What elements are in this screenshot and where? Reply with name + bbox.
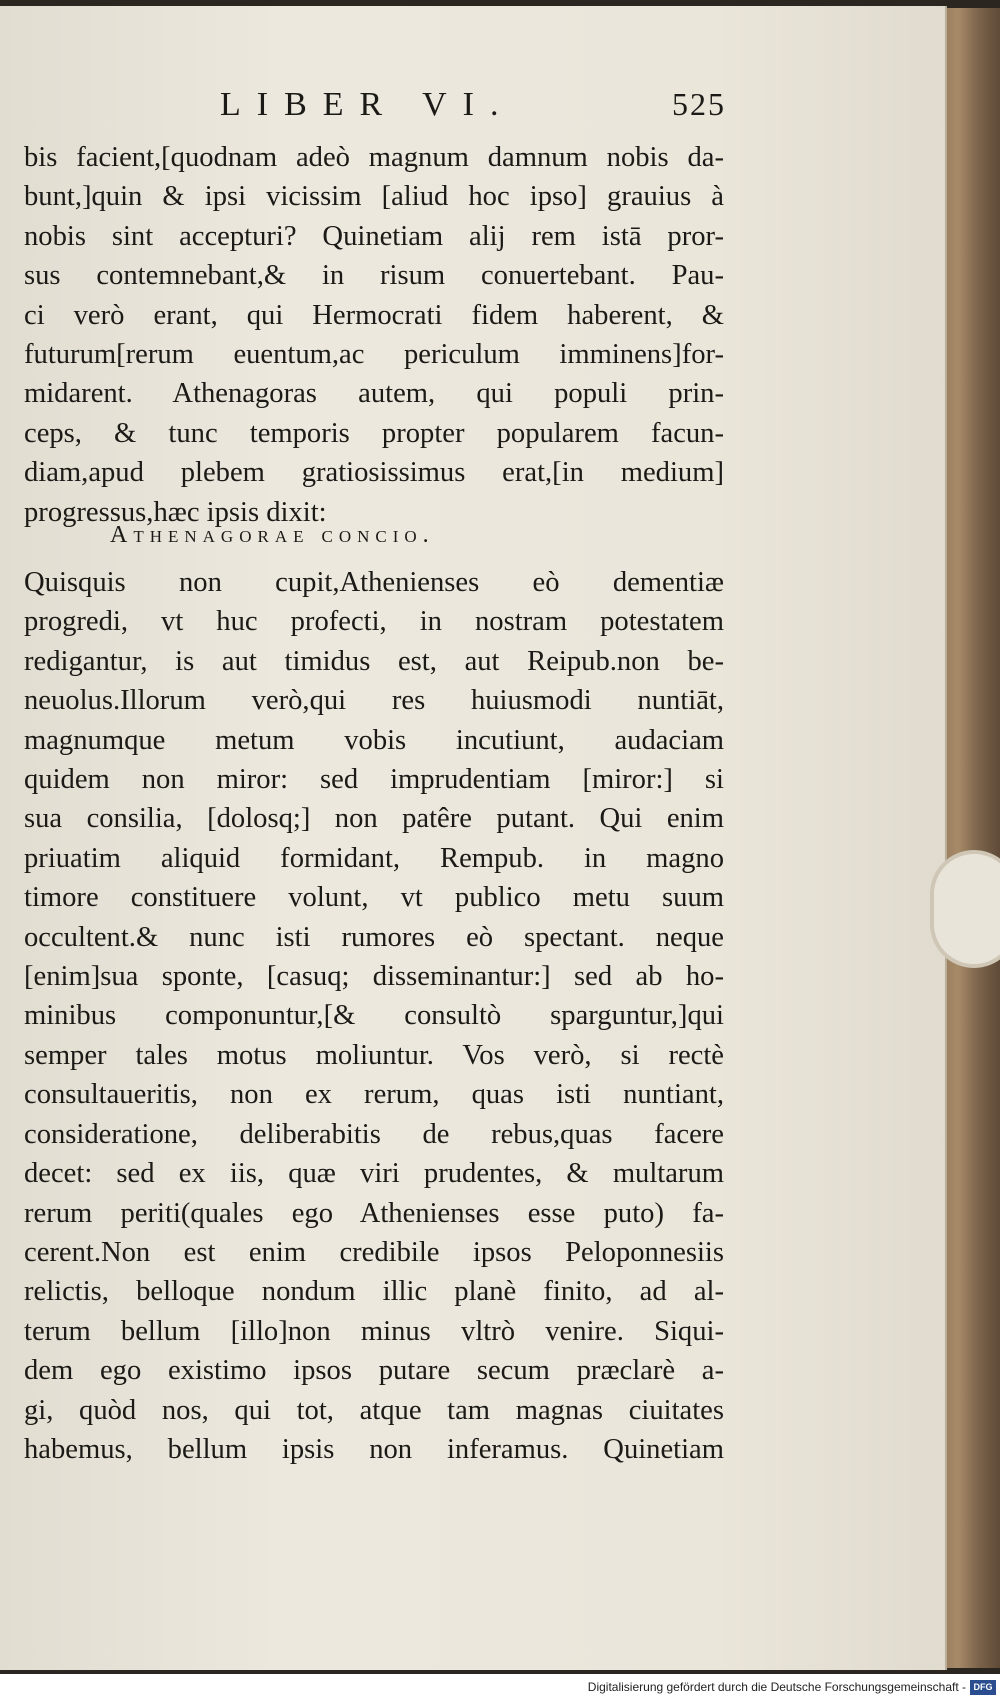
- running-title: LIBER VI.: [220, 86, 515, 123]
- text-line: habemus, bellum ipsis non inferamus. Quinetiam: [24, 1433, 724, 1465]
- text-line: consultaueritis, non ex rerum, quas isti nuntiant,: [24, 1079, 724, 1111]
- text-line: timore constituere volunt, vt publico metu suum: [24, 882, 724, 914]
- text-line: magnumque metum vobis incutiunt, audaciam: [24, 724, 724, 756]
- text-line: nobis sint accepturi? Quinetiam alij rem istā pror-: [24, 220, 724, 252]
- text-line: rerum periti(quales ego Athenienses esse puto) fa-: [24, 1197, 724, 1229]
- text-line: relictis, belloque nondum illic planè finito, ad al-: [24, 1276, 724, 1308]
- text-line: neuolus.Illorum verò,qui res huiusmodi nuntiāt,: [24, 685, 724, 717]
- text-line: diam,apud plebem gratiosissimus erat,[in medium]: [24, 457, 724, 489]
- text-line: cerent.Non est enim credibile ipsos Peloponnesiis: [24, 1236, 724, 1268]
- funding-credit: Digitalisierung gefördert durch die Deutsche Forschungsgemeinschaft -: [587, 1680, 966, 1694]
- text-line: priuatim aliquid formidant, Rempub. in magno: [24, 842, 724, 874]
- speech-paragraph: [24, 563, 724, 1469]
- dfg-logo-icon: DFG: [970, 1680, 996, 1695]
- book-clasp: [930, 850, 1000, 968]
- text-line: sus contemnebant,& in risum conuertebant. Pau-: [24, 260, 724, 292]
- text-line: progressus,hæc ipsis dixit:: [24, 496, 327, 528]
- text-line: ci verò erant, qui Hermocrati fidem haberent, &: [24, 299, 724, 331]
- text-line: futurum[rerum euentum,ac periculum imminens]for-: [24, 339, 724, 371]
- text-line: Quisquis non cupit,Athenienses eò dementiæ: [24, 567, 724, 598]
- text-line: gi, quòd nos, qui tot, atque tam magnas ciuitates: [24, 1394, 724, 1426]
- text-line: dem ego existimo ipsos putare secum præclarè a-: [24, 1355, 724, 1387]
- text-line: bis facient,[quodnam adeò magnum damnum nobis da-: [24, 142, 724, 173]
- page-number: 525: [672, 86, 726, 122]
- text-line: sua consilia, [dolosq;] non patêre putant. Qui enim: [24, 803, 724, 835]
- paragraph-continuation: [24, 138, 724, 532]
- text-line: bunt,]quin & ipsi vicissim [aliud hoc ipso] grauius à: [24, 181, 724, 213]
- text-line: minibus componuntur,[& consultò sparguntur,]qui: [24, 1000, 724, 1032]
- text-line: occultent.& nunc isti rumores eò spectant. neque: [24, 921, 724, 953]
- text-line: [enim]sua sponte, [casuq; disseminantur:] sed ab ho-: [24, 961, 724, 993]
- text-line: consideratione, deliberabitis de rebus,quas facere: [24, 1118, 724, 1150]
- text-line: progredi, vt huc profecti, in nostram potestatem: [24, 606, 724, 638]
- book-page: [0, 6, 947, 1670]
- text-line: quidem non miror: sed imprudentiam [miror:] si: [24, 764, 724, 796]
- text-line: redigantur, is aut timidus est, aut Reipub.non be-: [24, 645, 724, 677]
- text-line: midarent. Athenagoras autem, qui populi prin-: [24, 378, 724, 410]
- text-line: ceps, & tunc temporis propter popularem facun-: [24, 417, 724, 449]
- text-line: terum bellum [illo]non minus vltrò venire. Siqui-: [24, 1315, 724, 1347]
- text-line: semper tales motus moliuntur. Vos verò, si rectè: [24, 1039, 724, 1071]
- page-header: [0, 86, 945, 136]
- digitization-footer: [0, 1674, 1000, 1703]
- text-line: decet: sed ex iis, quæ viri prudentes, & multarum: [24, 1158, 724, 1190]
- section-heading: Athenagorae concio.: [110, 522, 435, 548]
